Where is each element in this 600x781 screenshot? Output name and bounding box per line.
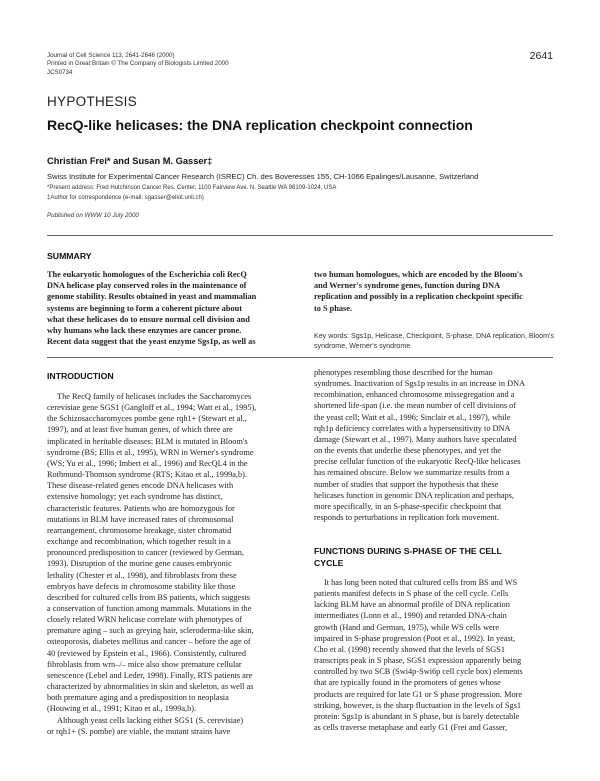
text-line: rearrangement, chromosome breakage, sister chromatid [47, 525, 232, 535]
text-line: number of studies that support the hypothesis that these [314, 479, 499, 489]
text-line: fibroblasts from wrn–/– mice also show premature cellular [47, 659, 242, 669]
publication-date: Published on WWW 10 July 2000 [47, 212, 139, 219]
text-line: a conservation of function among mammals. Mutations in the [47, 603, 252, 613]
keywords: Key words: Sgs1p, Helicase, Checkpoint, S-phase, DNA replication, Bloom's syndrome, Werner's syndrome [314, 332, 554, 351]
text-line: osteoporosis, diabetes mellitus and cancer – before the age of [47, 637, 251, 647]
summary-line: Recent data suggest that the yeast enzyme Sgs1p, as well as [47, 337, 256, 347]
summary-line: The eukaryotic homologues of the Escherichia coli RecQ [47, 270, 247, 279]
text-line: as cells traverse metaphase and early G1 (Frei and Gasser, [314, 723, 508, 733]
page-number: 2641 [529, 50, 553, 62]
summary-line: to S phase. [314, 303, 353, 313]
text-line: 40 (reviewed by Epstein et al., 1966). Consistently, cultured [47, 648, 247, 658]
text-line: patients manifest defects in S phase of the cell cycle. Cells [314, 589, 509, 599]
summary-top-rule [47, 235, 553, 236]
text-line: 1997), and at least five human genes, of which three are [47, 425, 233, 435]
text-line: lacking BLM have an abnormal profile of DNA replication [314, 600, 510, 610]
summary-line: why humans who lack these enzymes are cancer prone. [47, 326, 242, 336]
article-code: JCS0734 [47, 68, 73, 76]
text-line: exchange and recombination, which together result in a [47, 537, 231, 547]
text-line: the yeast cell; Watt et al., 1996; Sinclair et al., 1997), while [314, 412, 511, 422]
text-line: pronounced predisposition to cancer (reviewed by German, [47, 548, 244, 558]
authors: Christian Frei* and Susan M. Gasser‡ [47, 156, 213, 166]
text-line: 1993). Disruption of the murine gene causes embryonic [47, 559, 232, 569]
text-line: cerevisiae gene SGS1 (Gangloff et al., 1994; Watt et al., 1995), [47, 403, 257, 413]
text-line: premature aging – such as greying hair, scleroderma-like skin, [47, 626, 254, 636]
text-line: extensive homology; yet each syndrome has distinct, [47, 492, 223, 502]
text-line: that are typically found in the promoters of genes whose [314, 678, 501, 688]
journal-header [47, 52, 229, 77]
text-line: phenotypes resembling those described for the human [314, 368, 493, 377]
affiliation: Swiss Institute for Experimental Cancer Research (ISREC) Ch. des Boveresses 155, CH-1066 Epalinges/Lausanne, Switzerland [47, 172, 479, 181]
s-phase-section-column [314, 577, 558, 733]
summary-line: genome stability. Results obtained in yeast and mammalian [47, 292, 257, 302]
text-line: mutations in BLM have increased rates of chromosomal [47, 514, 234, 524]
summary-heading: SUMMARY [47, 251, 92, 261]
text-line: products are required for late G1 or S phase progression. More [314, 689, 523, 699]
heading-line: CYCLE [314, 558, 344, 568]
correspondence-note: ‡Author for correspondence (e-mail: sgasser@eliot.unil.ch) [47, 195, 204, 201]
summary-line: what these helicases do to ensure normal cell division and [47, 314, 250, 324]
text-line: damage (Stewart et al., 1997). Many authors have speculated [314, 434, 517, 444]
introduction-heading: INTRODUCTION [47, 371, 114, 381]
text-line: characteristic features. Patients who are homozygous for [47, 503, 235, 513]
text-line: embryos have defects in chromosome stability like those [47, 581, 236, 591]
text-line: controlled by two SCB (Swi4p-Swi6p cell cycle box) elements [314, 667, 523, 677]
heading-line: FUNCTIONS DURING S-PHASE OF THE CELL [314, 546, 502, 556]
summary-line: DNA helicase play conserved roles in the maintenance of [47, 281, 247, 291]
text-line: implicated in heritable diseases: BLM is mutated in Bloom's [47, 436, 248, 446]
introduction-column [47, 391, 297, 737]
text-line: The RecQ family of helicases includes the Saccharomyces [57, 392, 252, 401]
article-type: HYPOTHESIS [47, 94, 138, 109]
text-line: both premature aging and a predisposition to neoplasia [47, 693, 229, 703]
summary-line: two human homologues, which are encoded by the Bloom's [314, 270, 523, 279]
text-line: on the events that underlie these phenotypes, and yet the [314, 446, 502, 456]
text-line: shortened life-span (i.e. the mean number of cell divisions of [314, 401, 517, 411]
text-line: Although yeast cells lacking either SGS1 (S. cerevisiae) [57, 715, 244, 725]
text-line: growth (Hand and German, 1975), while WS cells were [314, 622, 500, 632]
summary-bottom-rule [47, 357, 553, 358]
text-line: impaired in S-phase progression (Poot et al., 1992). In yeast, [314, 633, 516, 643]
text-line: the Schizosaccharomyces pombe gene rqh1+ (Stewart et al., [47, 414, 247, 424]
text-line: helicases function in genomic DNA replication and perhaps, [314, 490, 514, 500]
text-line: closely related WRN helicase correlate with phenotypes of [47, 615, 242, 625]
text-line: syndromes. Inactivation of Sgs1p results in an increase in DNA [314, 379, 526, 389]
text-line: rqh1p deficiency correlates with a hypersensitivity to DNA [314, 423, 511, 433]
summary-line: systems are beginning to form a coherent picture about [47, 303, 242, 313]
text-line: syndrome (BS; Ellis et al., 1995), WRN in Werner's syndrome [47, 447, 254, 457]
text-line: intermediates (Lonn et al., 1990) and retarded DNA-chain [314, 611, 507, 621]
summary-line: and Werner's syndrome genes, function during DNA [314, 281, 501, 291]
text-line: These disease-related genes encode DNA helicases with [47, 481, 234, 491]
text-line: senescence (Lebel and Leder, 1998). Finally, RTS patients are [47, 670, 253, 680]
summary-right-text [314, 269, 556, 314]
text-line: striking, however, is the sharp fluctuation in the levels of Sgs1 [314, 700, 522, 710]
s-phase-section-heading [314, 545, 558, 569]
introduction-continued-column [314, 367, 558, 523]
text-line: protein: Sgs1p is abundant in S phase, but is barely detectable [314, 711, 520, 721]
text-line: described for cultured cells from BS patients, which suggests [47, 592, 250, 602]
text-line: It has long been noted that cultured cells from BS and WS [324, 578, 518, 587]
text-line: or rqh1+ (S. pombe) are viable, the mutant strains have [47, 726, 231, 736]
text-line: precise cellular function of the eukaryotic RecQ-like helicases [314, 457, 521, 467]
text-line: transcripts peak in S phase, SGS1 expression apparently being [314, 656, 522, 666]
text-line: lethality (Chester et al., 1998), and fibroblasts from these [47, 570, 237, 580]
article-title: RecQ-like helicases: the DNA replication checkpoint connection [47, 117, 473, 133]
summary-line: replication and possibly in a replication checkpoint specific [314, 292, 523, 302]
journal-citation: Journal of Cell Science 113, 2641-2646 (2000) [47, 52, 175, 59]
text-line: characterized by abnormalities in skin and skeleton, as well as [47, 682, 254, 692]
text-line: recombination, enhanced chromosome missegregation and a [314, 390, 515, 400]
text-line: responds to perturbations in replication fork movement. [314, 513, 500, 523]
copyright-line: Printed in Great Britain © The Company of Biologists Limited 2000 [47, 60, 229, 68]
summary-left-text [47, 269, 295, 347]
text-line: Cho et al. (1998) recently showed that the levels of SGS1 [314, 644, 506, 654]
text-line: (Houwing et al., 1991; Kitao et al., 1999a,b). [47, 704, 197, 714]
text-line: Rothmund-Thomson syndrome (RTS; Kitao et al., 1999a,b). [47, 470, 247, 480]
text-line: has remained obscure. Below we summarize results from a [314, 468, 510, 478]
text-line: more specifically, in an S-phase-specific checkpoint that [314, 501, 502, 511]
text-line: (WS; Yu et al., 1996; Imbert et al., 1996) and RecQL4 in the [47, 458, 248, 468]
present-address-note: *Present address: Fred Hutchinson Cancer Res. Center, 1100 Fairview Ave. N. Seattle WA 98109-1024, USA [47, 185, 337, 191]
